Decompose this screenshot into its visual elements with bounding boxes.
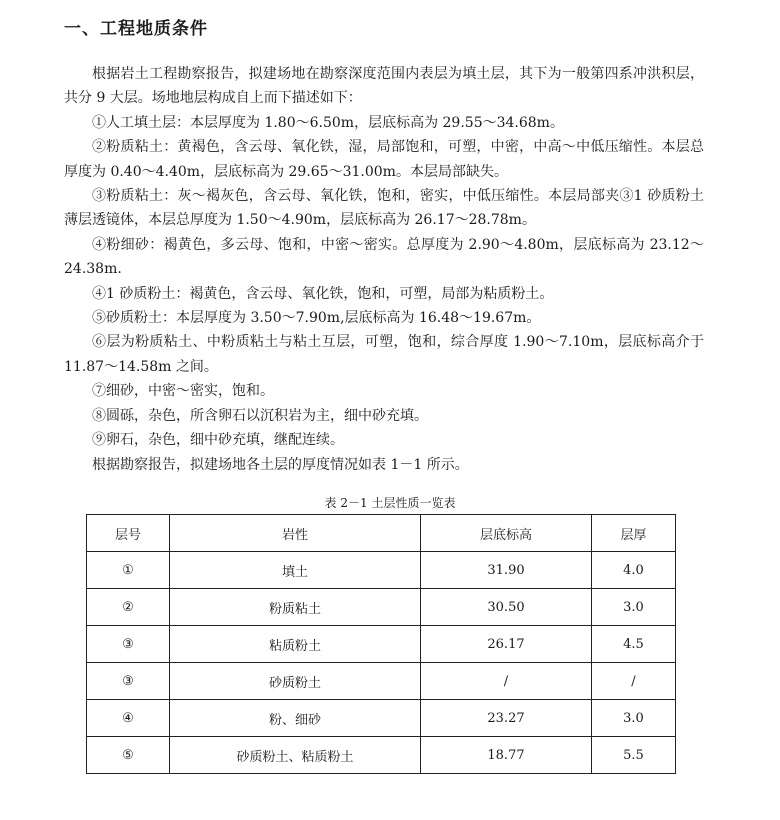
cell-bottom-elevation: 30.50 <box>421 589 592 626</box>
cell-thickness: 4.5 <box>592 626 676 663</box>
cell-bottom-elevation: 31.90 <box>421 552 592 589</box>
paragraph: ⑤砂质粉土：本层厚度为 3.50～7.90m,层底标高为 16.48～19.67m。 <box>92 310 541 327</box>
paragraph: ⑨卵石，杂色，细中砂充填，继配连续。 <box>92 432 344 449</box>
cell-lithology: 粘质粉土 <box>170 626 421 663</box>
cell-thickness: 4.0 <box>592 552 676 589</box>
cell-layer-no: ① <box>87 552 170 589</box>
cell-thickness: 5.5 <box>592 737 676 774</box>
cell-bottom-elevation: 26.17 <box>421 626 592 663</box>
cell-lithology: 填土 <box>170 552 421 589</box>
cell-lithology: 砂质粉土、粘质粉土 <box>170 737 421 774</box>
paragraph: 根据岩土工程勘察报告，拟建场地在勘察深度范围内表层为填土层，其下为一般第四系冲洪积层，共分 9 大层。场地地层构成自上而下描述如下： <box>64 66 704 107</box>
paragraph: ⑧圆砾，杂色，所含卵石以沉积岩为主，细中砂充填。 <box>92 407 428 424</box>
cell-lithology: 砂质粉土 <box>170 663 421 700</box>
cell-thickness: / <box>592 663 676 700</box>
paragraph: ③粉质粘土：灰～褐灰色，含云母、氧化铁，饱和，密实，中低压缩性。本层局部夹③1 砂质粉土薄层透镜体，本层总厚度为 1.50～4.90m，层底标高为 26.17～28.78m。 <box>64 188 704 229</box>
cell-layer-no: ④ <box>87 700 170 737</box>
paragraph: ④1 砂质粉土：褐黄色，含云母、氧化铁，饱和，可塑，局部为粘质粉土。 <box>92 285 554 302</box>
header-lithology: 岩性 <box>170 515 421 552</box>
cell-layer-no: ③ <box>87 663 170 700</box>
cell-layer-no: ⑤ <box>87 737 170 774</box>
section-heading: 一、工程地质条件 <box>64 19 208 39</box>
cell-layer-no: ② <box>87 589 170 626</box>
body-text <box>64 62 704 477</box>
paragraph: ⑥层为粉质粘土、中粉质粘土与粘土互层，可塑，饱和，综合厚度 1.90～7.10m，层底标高介于 11.87～14.58m 之间。 <box>64 334 704 375</box>
paragraph: ⑦细砂，中密～密实，饱和。 <box>92 383 274 400</box>
cell-bottom-elevation: / <box>421 663 592 700</box>
cell-lithology: 粉、细砂 <box>170 700 421 737</box>
cell-layer-no: ③ <box>87 626 170 663</box>
table-caption: 表 2－1 土层性质一览表 <box>324 496 456 510</box>
cell-bottom-elevation: 23.27 <box>421 700 592 737</box>
table-row <box>87 700 676 737</box>
paragraph: 根据勘察报告，拟建场地各土层的厚度情况如表 1－1 所示。 <box>92 456 469 473</box>
header-bottom-elevation: 层底标高 <box>421 515 592 552</box>
paragraph: ①人工填土层：本层厚度为 1.80～6.50m，层底标高为 29.55～34.68m。 <box>92 114 564 131</box>
cell-lithology: 粉质粘土 <box>170 589 421 626</box>
header-layer-no: 层号 <box>87 515 170 552</box>
soil-layer-table <box>86 514 676 774</box>
paragraph: ②粉质粘土：黄褐色，含云母、氧化铁，湿，局部饱和，可塑，中密，中高～中低压缩性。本层总厚度为 0.40～4.40m，层底标高为 29.65～31.00m。本层局部缺失。 <box>64 139 704 180</box>
table-row <box>87 737 676 774</box>
cell-bottom-elevation: 18.77 <box>421 737 592 774</box>
cell-thickness: 3.0 <box>592 589 676 626</box>
table-row <box>87 589 676 626</box>
table-row <box>87 626 676 663</box>
table-header-row <box>87 515 676 552</box>
header-thickness: 层厚 <box>592 515 676 552</box>
paragraph: ④粉细砂：褐黄色，多云母、饱和，中密～密实。总厚度为 2.90～4.80m，层底标高为 23.12～24.38m. <box>64 236 704 278</box>
table-row <box>87 552 676 589</box>
table-row <box>87 663 676 700</box>
cell-thickness: 3.0 <box>592 700 676 737</box>
